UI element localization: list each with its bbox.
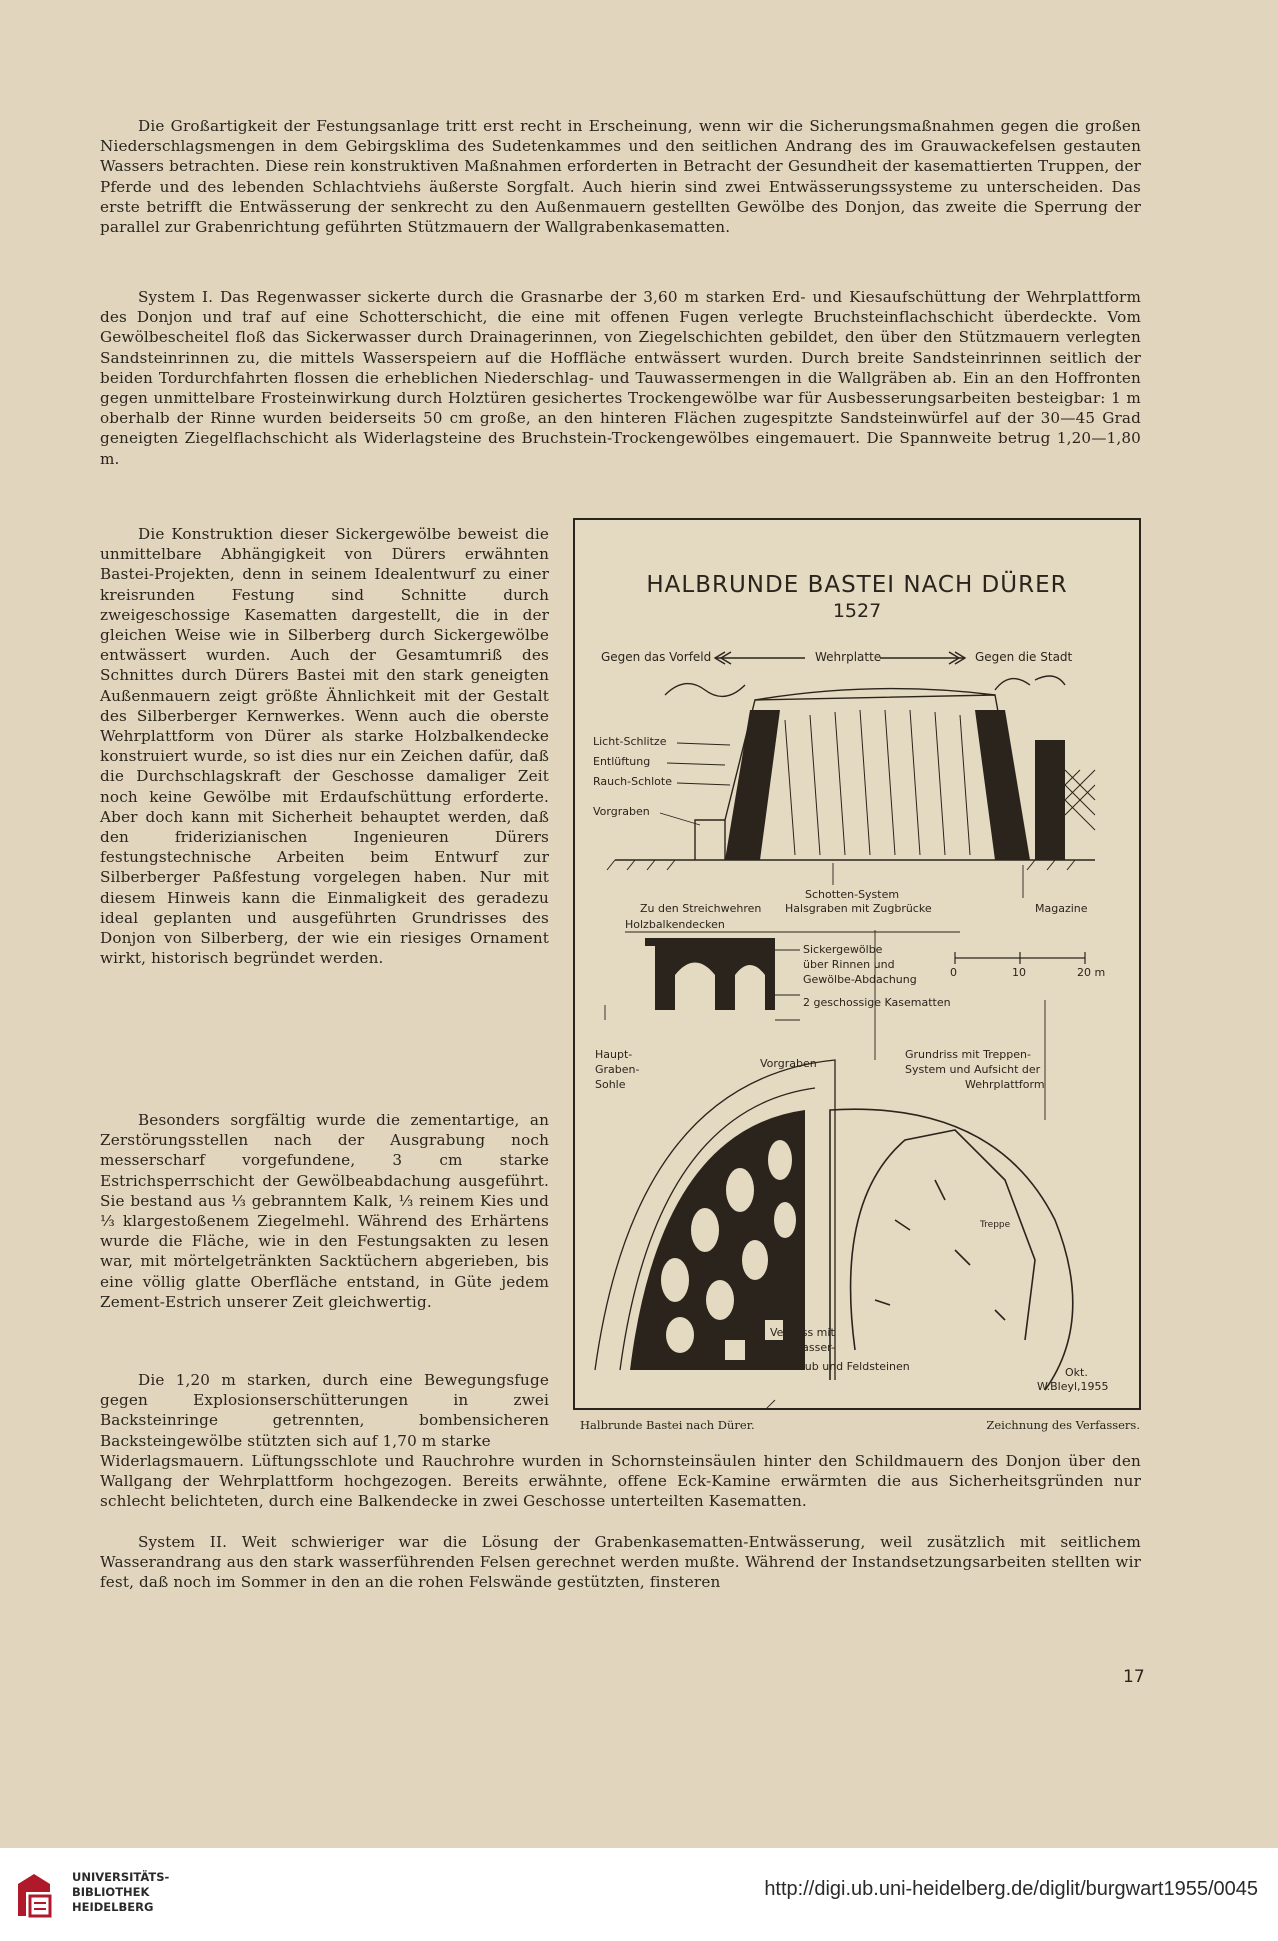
label-grundriss-2: System und Aufsicht der bbox=[905, 1063, 1041, 1076]
page-number: 17 bbox=[1123, 1667, 1145, 1687]
label-haupt-2: Graben- bbox=[595, 1063, 640, 1076]
source-url-link[interactable]: http://digi.ub.uni-heidelberg.de/diglit/burgwart1955/0045 bbox=[764, 1878, 1258, 1900]
label-schotten: Schotten-System bbox=[805, 888, 900, 901]
figure-title: HALBRUNDE BASTEI NACH DÜRER bbox=[646, 572, 1068, 598]
library-name-line-2: BIBLIOTHEK bbox=[72, 1885, 150, 1899]
paragraph-1: Die Großartigkeit der Festungsanlage tritt erst recht in Erscheinung, wenn wir die Sicherungsmaßnahmen gegen die großen Niederschlagsmengen in dem Gebirgsklima des Sudetenkammes und den seitlichen Andrang des im Grauwackefelsen gestauten Wassers betrachten. Diese rein konstruktiven Maßnahmen erforderten in Betracht der Gesundheit der kasemattierten Truppen, der Pferde und des lebenden Schlachtviehs äußerste Sorgfalt. Auch hierin sind zwei Entwässerungssysteme zu unterscheiden. Das erste betrifft die Entwässerung der senkrecht zu den Außenmauern gestellten Gewölbe des Donjon, das zweite die Sperrung der parallel zur Grabenrichtung geführten Stützmauern der Wallgrabenkasematten. bbox=[100, 117, 1141, 237]
label-sicker-1: Sickergewölbe bbox=[803, 943, 883, 956]
paragraph-2: System I. Das Regenwasser sickerte durch die Grasnarbe der 3,60 m starken Erd- und Kiesaufschüttung der Wehrplattform des Donjon und traf auf eine Schotterschicht, die eine mit offenen Fugen verlegte Bruchsteinflachschicht überdeckte. Vom Gewölbescheitel floß das Sickerwasser durch Drainagerinnen, von Ziegelschichten gebildet, den über den Stützmauern verlegten Sandsteinrinnen zu, die mittels Wasserspeiern auf die Hoffläche entwässert wurden. Durch breite Sandsteinrinnen seitlich der beiden Tordurchfahrten flossen die erheblichen Niederschlag- und Tauwassermengen in die Wallgräben ab. Ein an den Hoffronten gegen unmittelbare Frosteinwirkung durch Holztüren gesichertes Trockengewölbe war für Ausbesserungsarbeiten besteigbar: 1 m oberhalb der Rinne wurden beiderseits 50 cm große, an den hinteren Flächen zugespitzte Sandsteinwürfel auf der 30—45 Grad geneigten Ziegelflachschicht als Widerlagsteine des Bruchstein-Trockengewölbes eingemauert. Die Spannweite betrug 1,20—1,80 m. bbox=[100, 288, 1141, 468]
library-name-line-1: UNIVERSITÄTS- bbox=[72, 1870, 170, 1884]
label-rauch: Rauch-Schlote bbox=[593, 775, 672, 788]
scale-0: 0 bbox=[950, 966, 957, 979]
library-name bbox=[72, 1870, 169, 1915]
scale-10: 10 bbox=[1012, 966, 1026, 979]
paragraph-6: System II. Weit schwieriger war die Lösung der Grabenkasematten-Entwässerung, weil zusätzlich mit seitlichem Wasserandrang aus den stark wasserführenden Felsen gerechnet werden mußte. Während der Instandsetzungsarbeiten stellten wir fest, daß noch im Sommer in den an die rohen Felswände gestützten, finsteren bbox=[100, 1533, 1141, 1592]
label-haupt-1: Haupt- bbox=[595, 1048, 633, 1061]
label-verguss-2: Kalkwasser- bbox=[770, 1341, 835, 1354]
label-arrow-right: Gegen die Stadt bbox=[975, 650, 1073, 664]
label-entlueftung: Entlüftung bbox=[593, 755, 651, 768]
library-logo-icon bbox=[14, 1870, 54, 1920]
label-halsgraben: Halsgraben mit Zugbrücke bbox=[785, 902, 932, 915]
label-verguss-1: Verguss mit bbox=[770, 1326, 835, 1339]
label-okt: Okt. bbox=[1065, 1366, 1088, 1379]
label-vorgraben-section: Vorgraben bbox=[593, 805, 650, 818]
label-treppe: Treppe bbox=[980, 1220, 1011, 1230]
label-2-geschossige: 2 geschossige Kasematten bbox=[803, 996, 951, 1009]
paragraph-5b: Widerlagsmauern. Lüftungsschlote und Rauchrohre wurden in Schornsteinsäulen hinter den Schildmauern des Donjon über den Wallgang der Wehrplattform hochgezogen. Bereits erwähnte, offene Eck-Kamine erwärmten die aus Sicherheitsgründen nur schlecht belichteten, durch eine Balkendecke in zwei Geschosse unterteilten Kasematten. bbox=[100, 1452, 1141, 1511]
label-holzbalkendecken: Holzbalkendecken bbox=[625, 918, 725, 931]
figure-year: 1527 bbox=[832, 600, 882, 622]
bastion-figure bbox=[573, 518, 1141, 1410]
label-arrow-left: Gegen das Vorfeld bbox=[601, 650, 712, 664]
label-haupt-3: Sohle bbox=[595, 1078, 626, 1091]
scale-20: 20 m bbox=[1077, 966, 1106, 979]
label-grundriss-1: Grundriss mit Treppen- bbox=[905, 1048, 1031, 1061]
label-streichwehren: Zu den Streichwehren bbox=[640, 902, 762, 915]
label-sicker-2: über Rinnen und bbox=[803, 958, 895, 971]
caption-left: Halbrunde Bastei nach Dürer. bbox=[580, 1418, 755, 1432]
label-signature: W.Bleyl,1955 bbox=[1037, 1380, 1109, 1393]
caption-right: Zeichnung des Verfassers. bbox=[986, 1418, 1140, 1432]
label-grundriss-3: Wehrplattform bbox=[965, 1078, 1045, 1091]
library-footer bbox=[0, 1848, 1278, 1941]
label-arrow-mid: Wehrplatte bbox=[815, 650, 882, 664]
paragraph-3: Die Konstruktion dieser Sickergewölbe beweist die unmittelbare Abhängigkeit von Dürers erwähnten Bastei-Projekten, denn in seinem Idealentwurf zu einer kreisrunden Festung sind Schnitte durch zweigeschossige Kasematten dargestellt, die in der gleichen Weise wie in Silberberg durch Sickergewölbe entwässert wurden. Auch der Gesamtumriß des Schnittes durch Dürers Bastei mit den stark geneigten Außenmauern zeigt größte Ähnlichkeit mit der Gestalt des Silberberger Kernwerkes. Wenn auch die oberste Wehrplattform von Dürer als starke Holzbalkendecke konstruiert wurde, so ist dies nur ein Zeichen dafür, daß die Durchschlagskraft der Geschosse damaliger Zeit noch keine Gewölbe mit Erdaufschüttung erforderte. Aber doch kann mit Sicherheit behauptet werden, daß den friderizianischen Ingenieuren Dürers festungstechnische Arbeiten beim Entwurf zur Silberberger Paßfestung vorgelegen haben. Nur mit diesem Hinweis kann die Einmaligkeit des geradezu ideal geplanten und ausgeführten Grundrisses des Donjon von Silberberg, der wie ein riesiges Ornament wirkt, historisch begründet werden. bbox=[100, 525, 549, 968]
label-vorgraben-plan: Vorgraben bbox=[760, 1057, 817, 1070]
paragraph-5a: Die 1,20 m starken, durch eine Bewegungsfuge gegen Explosionserschütterungen in zwei Backsteinringe getrennten, bombensicheren Backsteingewölbe stützten sich auf 1,70 m starke bbox=[100, 1371, 549, 1450]
label-kalkmoertel: Kalkmörtel-Sand-Steinstaub und Feldsteinen bbox=[665, 1360, 910, 1373]
paragraph-4: Besonders sorgfältig wurde die zementartige, an Zerstörungsstellen nach der Ausgrabung noch messerscharf vorgefundene, 3 cm starke Estrichsperrschicht der Gewölbeabdachung ausgeführt. Sie bestand aus ⅓ gebranntem Kalk, ⅓ reinem Kies und ⅓ klargestoßenem Ziegelmehl. Während des Erhärtens wurde die Fläche, wie in den Festungsakten zu lesen war, mit mörtelgetränkten Sacktüchern abgerieben, bis eine völlig glatte Oberfläche entstand, in Güte jedem Zement-Estrich unserer Zeit gleichwertig. bbox=[100, 1111, 549, 1311]
label-magazine: Magazine bbox=[1035, 902, 1088, 915]
label-sicker-3: Gewölbe-Abdachung bbox=[803, 973, 917, 986]
library-name-line-3: HEIDELBERG bbox=[72, 1900, 154, 1914]
label-licht: Licht-Schlitze bbox=[593, 735, 667, 748]
